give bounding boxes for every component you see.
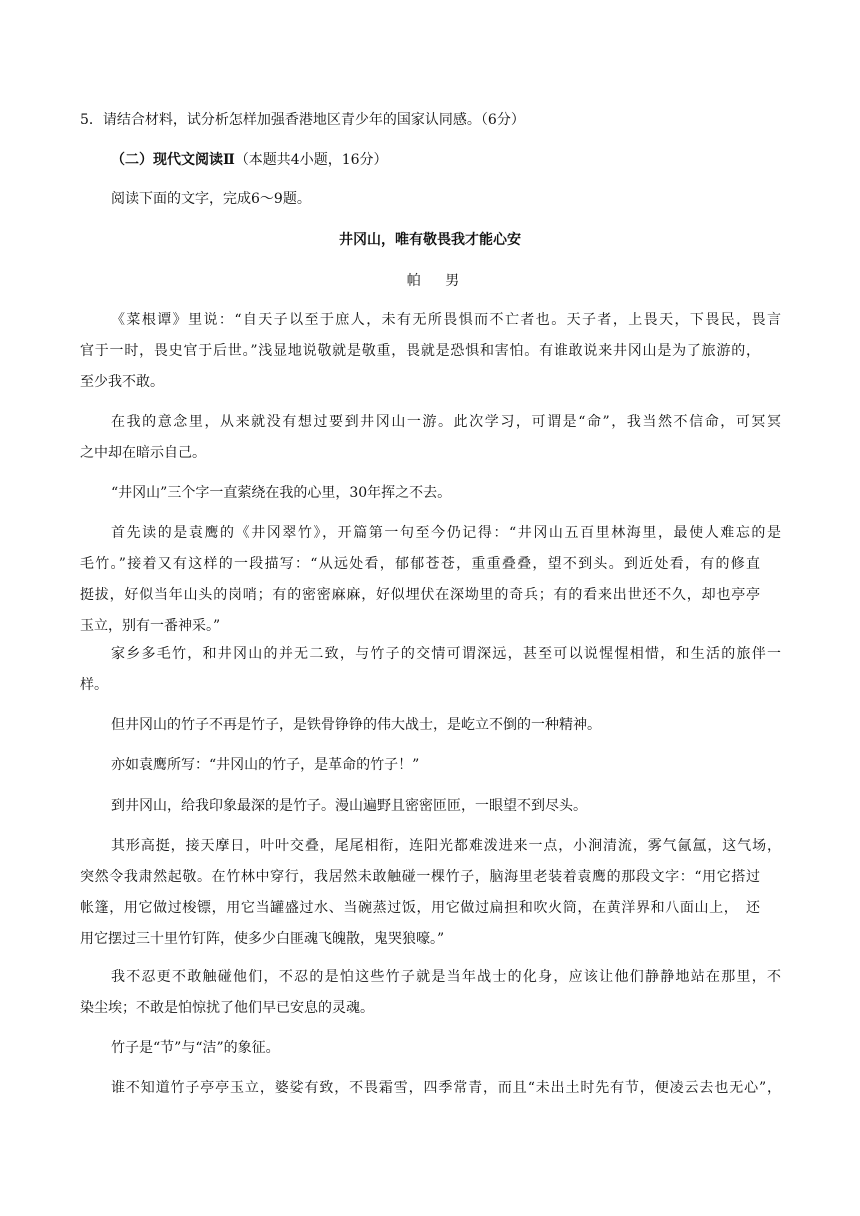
paragraph-line: 官于一时，畏史官于后世。”浅显地说敬就是敬重，畏就是恐惧和害怕。有谁敢说来井冈山是为了旅游的， (80, 343, 760, 359)
paragraph-line: 帐篷，用它做过梭镖，用它当罐盛过水、当碗蒸过饭，用它做过扁担和吹火筒，在黄洋界和八面山上， 还 (80, 900, 760, 916)
paragraph-line: 样。 (80, 677, 108, 693)
paragraph-line: 染尘埃；不敢是怕惊扰了他们早已安息的灵魂。 (80, 1000, 374, 1016)
section-header (111, 151, 388, 169)
paragraph-line: 但井冈山的竹子不再是竹子，是铁骨铮铮的伟大战士，是屹立不倒的一种精神。 (111, 717, 601, 733)
article-author: 帕 男 (406, 273, 470, 289)
paragraph-line: 玉立，别有一番神采。” (80, 618, 221, 634)
paragraph-line: 用它摆过三十里竹钉阵，使多少白匪魂飞魄散，鬼哭狼嚎。” (80, 931, 445, 947)
paragraph-line: 我不忍更不敢触碰他们，不忍的是怕这些竹子就是当年战士的化身，应该让他们静静地站在那里，不 (111, 969, 781, 985)
paragraph-line: 至少我不敢。 (80, 374, 164, 390)
paragraph-line: 到井冈山，给我印象最深的是竹子。漫山遍野且密密匝匝，一眼望不到尽头。 (111, 798, 587, 814)
article-title: 井冈山，唯有敬畏我才能心安 (339, 232, 521, 248)
section-note: （本题共4小题，16分） (234, 152, 388, 168)
paragraph-line: 毛竹。”接着又有这样的一段描写：“从远处看，郁郁苍苍，重重叠叠，望不到头。到近处看，有的修直 (80, 556, 760, 572)
reading-instruction: 阅读下面的文字，完成6～9题。 (111, 191, 311, 207)
paragraph-line: 谁不知道竹子亭亭玉立，婆娑有致，不畏霜雪，四季常青，而且“未出土时先有节，便凌云去也无心”， (111, 1080, 781, 1096)
paragraph-line: 突然令我肃然起敬。在竹林中穿行，我居然未敢触碰一棵竹子，脑海里老装着袁鹰的那段文字：“用它搭过 (80, 869, 760, 885)
question-5: 5．请结合材料，试分析怎样加强香港地区青少年的国家认同感。（6分） (80, 112, 525, 128)
paragraph-line: 《菜根谭》里说：“自天子以至于庶人，未有无所畏惧而不亡者也。天子者，上畏天，下畏民，畏言 (111, 312, 781, 328)
paragraph-line: 在我的意念里，从来就没有想过要到井冈山一游。此次学习，可谓是“命”，我当然不信命，可冥冥 (111, 414, 781, 430)
section-heading: （二）现代文阅读Ⅱ (111, 152, 235, 168)
paragraph-line: 其形高挺，接天摩日，叶叶交叠，尾尾相衔，连阳光都难泼进来一点，小涧清流，雾气氤氲，这气场， (111, 838, 781, 854)
paragraph-line: “井冈山”三个字一直萦绕在我的心里，30年挥之不去。 (111, 485, 452, 501)
paragraph-line: 挺拔，好似当年山头的岗哨；有的密密麻麻，好似埋伏在深坳里的奇兵；有的看来出世还不久，却也亭亭 (80, 587, 760, 603)
paragraph-line: 家乡多毛竹，和井冈山的并无二致，与竹子的交情可谓深远，甚至可以说惺惺相惜，和生活的旅伴一 (111, 646, 781, 662)
paragraph-line: 竹子是“节”与“洁”的象征。 (111, 1040, 280, 1056)
paragraph-line: 首先读的是袁鹰的《井冈翠竹》，开篇第一句至今仍记得：“井冈山五百里林海里，最使人难忘的是 (111, 525, 781, 541)
paragraph-line: 之中却在暗示自己。 (80, 445, 206, 461)
paragraph-line: 亦如袁鹰所写：“井冈山的竹子，是革命的竹子！” (111, 757, 420, 773)
